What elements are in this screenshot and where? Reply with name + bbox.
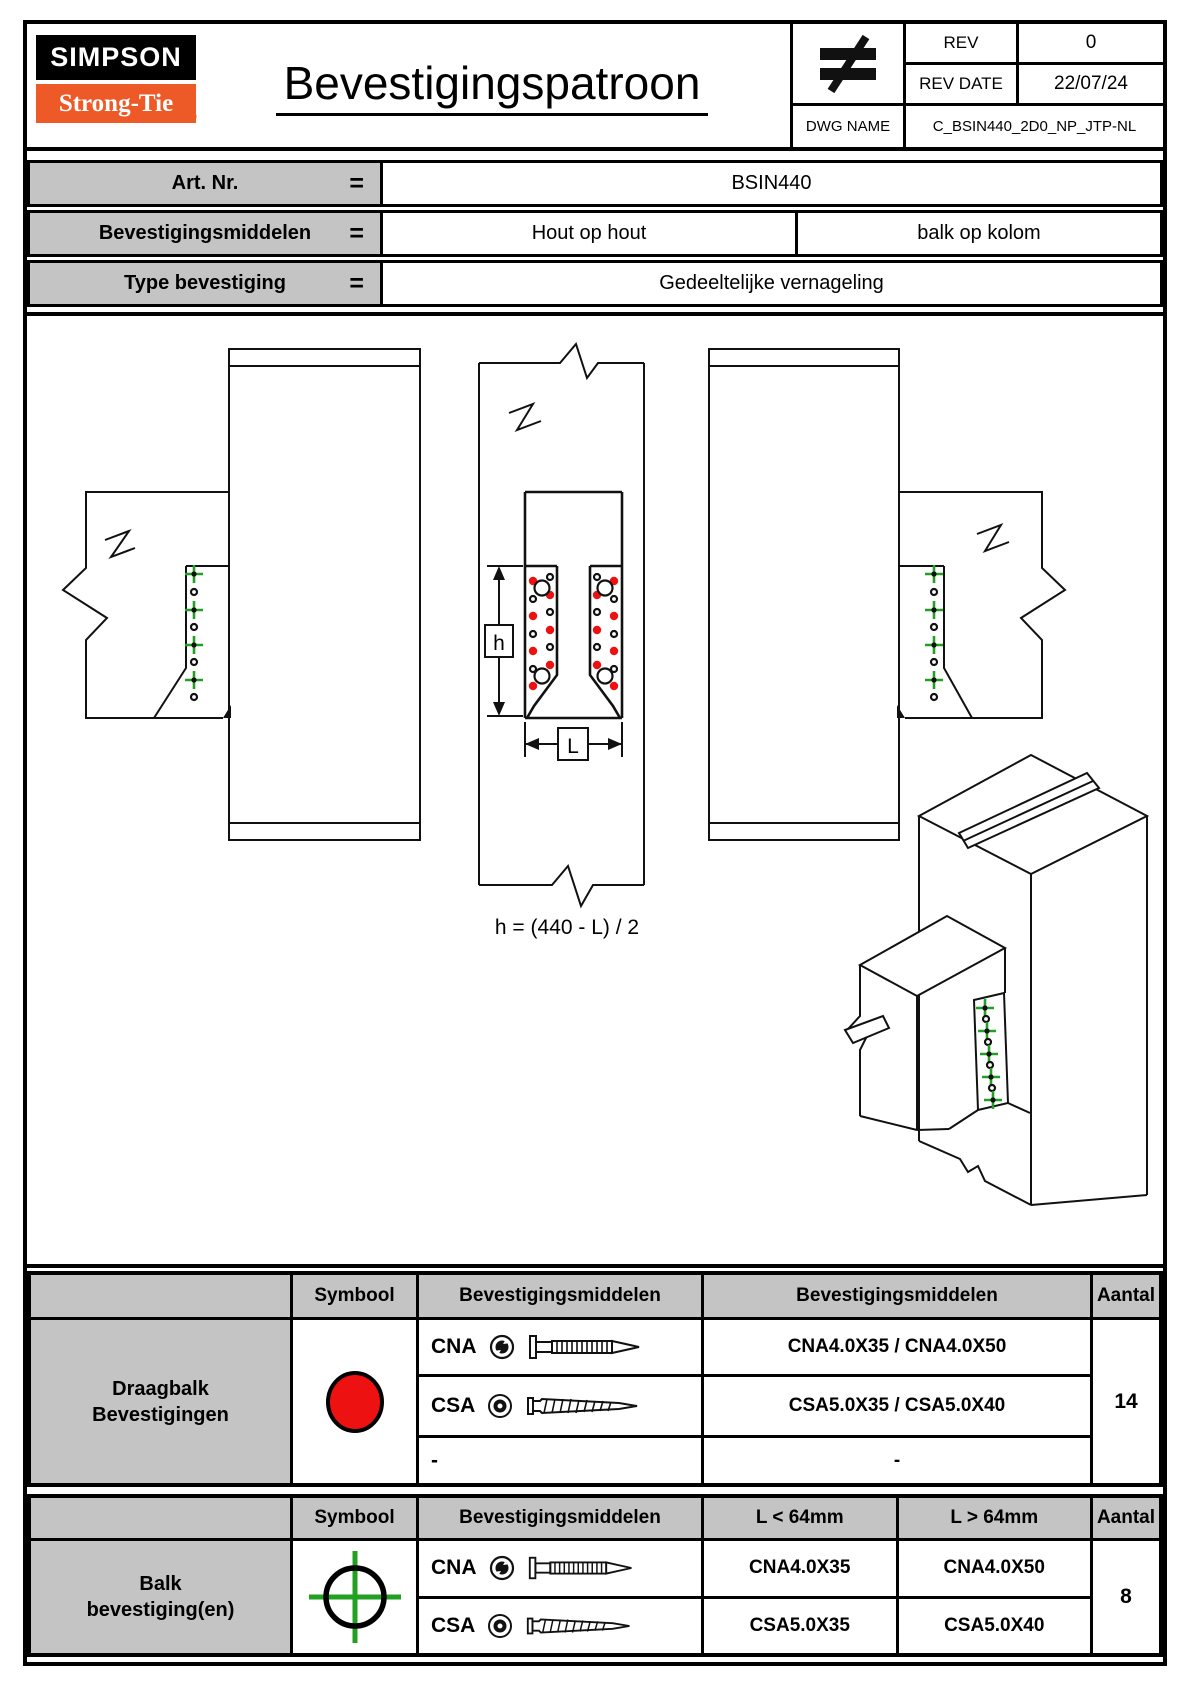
not-equal-icon	[793, 24, 903, 103]
draagbalk-header-empty	[31, 1275, 290, 1317]
technical-drawing	[27, 316, 1163, 1264]
nail-pattern-left-flange	[529, 574, 554, 690]
draagbalk-spec-cna: CNA4.0X35 / CNA4.0X50	[704, 1320, 1090, 1374]
draagbalk-label-line1: Draagbalk	[112, 1377, 209, 1400]
front-view	[479, 344, 644, 939]
balk-csa-less: CSA5.0X35	[704, 1599, 896, 1654]
dim-h-label: h	[493, 632, 505, 655]
balk-row-cna	[419, 1541, 701, 1596]
csa-screw-icon	[525, 1611, 635, 1641]
draagbalk-row-cna	[419, 1320, 701, 1374]
balk-header-l-greater: L > 64mm	[899, 1498, 1091, 1538]
sheet-frame	[23, 20, 1167, 1666]
middelen-value-1: Hout op hout	[531, 222, 647, 244]
balk-cna-less: CNA4.0X35	[704, 1541, 896, 1596]
formula-text: h = (440 - L) / 2	[494, 916, 640, 939]
dimension-h	[485, 566, 523, 716]
balk-header-aantal: Aantal	[1093, 1498, 1159, 1538]
balk-row-label	[31, 1541, 290, 1653]
draagbalk-row-dash: -	[419, 1438, 701, 1483]
artnr-label: Art. Nr.	[171, 172, 239, 194]
draagbalk-symbol-cell	[293, 1320, 416, 1483]
balk-header-symbool: Symbool	[293, 1498, 416, 1538]
type-label-cell	[30, 263, 383, 304]
balk-symbol-cell	[293, 1541, 416, 1653]
balk-cna-greater: CNA4.0X50	[899, 1541, 1091, 1596]
rev-value: 0	[1019, 24, 1163, 62]
draagbalk-spec-csa: CSA5.0X35 / CSA5.0X40	[704, 1377, 1090, 1435]
drawing-area	[27, 312, 1163, 1268]
balk-label-line2: bevestiging(en)	[86, 1599, 235, 1621]
csa-label: CSA	[431, 1613, 476, 1637]
csa-head-icon	[487, 1393, 513, 1419]
middelen-value-2: balk op kolom	[795, 213, 1160, 254]
logo-strongtie	[36, 84, 196, 123]
dim-l-label: L	[567, 735, 579, 758]
csa-screw-icon	[525, 1391, 643, 1421]
info-row-type	[27, 260, 1163, 307]
rev-label: REV	[906, 24, 1016, 62]
cna-nail-icon	[527, 1553, 637, 1583]
balk-header-empty	[31, 1498, 290, 1538]
middelen-label: Bevestigingsmiddelen	[98, 222, 312, 244]
draagbalk-header-middelen-1: Bevestigingsmiddelen	[419, 1275, 701, 1317]
cna-head-icon	[489, 1555, 515, 1581]
page-title-wrap	[197, 24, 787, 147]
balk-aantal: 8	[1093, 1541, 1159, 1653]
logo-strongtie-text: Strong-Tie	[58, 90, 174, 117]
cna-label: CNA	[431, 1335, 477, 1358]
draagbalk-spec-dash: -	[704, 1438, 1090, 1483]
revision-block	[790, 24, 1163, 147]
info-row-artnr	[27, 160, 1163, 207]
draagbalk-row-csa	[419, 1377, 701, 1435]
equals-sign: =	[349, 169, 364, 197]
rev-date-value: 22/07/24	[1019, 65, 1163, 103]
artnr-label-cell	[30, 163, 383, 204]
draagbalk-header-middelen-2: Bevestigingsmiddelen	[704, 1275, 1090, 1317]
equals-sign: =	[349, 269, 364, 297]
csa-label: CSA	[431, 1394, 476, 1417]
draagbalk-aantal: 14	[1093, 1320, 1159, 1483]
simpson-strongtie-logo	[36, 35, 196, 123]
nail-pattern-right-flange	[593, 574, 618, 690]
type-value: Gedeeltelijke vernageling	[659, 272, 884, 294]
cna-label: CNA	[431, 1556, 477, 1580]
table-balk	[27, 1494, 1163, 1657]
middelen-label-cell	[30, 213, 383, 254]
type-label: Type bevestiging	[124, 272, 286, 294]
balk-csa-greater: CSA5.0X40	[899, 1599, 1091, 1654]
info-row-middelen	[27, 210, 1163, 257]
balk-header-middelen: Bevestigingsmiddelen	[419, 1498, 701, 1538]
draagbalk-row-label	[31, 1320, 290, 1483]
rev-date-label: REV DATE	[906, 65, 1016, 103]
red-circle-symbol	[319, 1366, 391, 1438]
balk-label-line1: Balk	[139, 1573, 182, 1595]
draagbalk-header-aantal: Aantal	[1093, 1275, 1159, 1317]
balk-row-csa	[419, 1599, 701, 1654]
equals-sign: =	[349, 219, 364, 247]
artnr-value: BSIN440	[731, 172, 812, 194]
dimension-l	[525, 722, 622, 760]
draagbalk-label-line2: Bevestigingen	[92, 1403, 229, 1426]
registered-mark: ®	[189, 112, 197, 123]
dwg-name-value: C_BSIN440_2D0_NP_JTP-NL	[906, 106, 1163, 147]
balk-header-l-less: L < 64mm	[704, 1498, 896, 1538]
cna-head-icon	[489, 1334, 515, 1360]
green-crosshair-symbol	[303, 1545, 407, 1649]
page-title: Bevestigingspatroon	[276, 56, 709, 116]
draagbalk-header-symbool: Symbool	[293, 1275, 416, 1317]
cna-nail-icon	[527, 1332, 645, 1362]
left-side-view	[63, 349, 420, 840]
csa-head-icon	[487, 1613, 513, 1639]
dwg-name-label: DWG NAME	[793, 106, 903, 147]
table-draagbalk	[27, 1271, 1163, 1487]
title-block	[27, 24, 1163, 151]
logo-simpson: SIMPSON	[36, 35, 196, 80]
